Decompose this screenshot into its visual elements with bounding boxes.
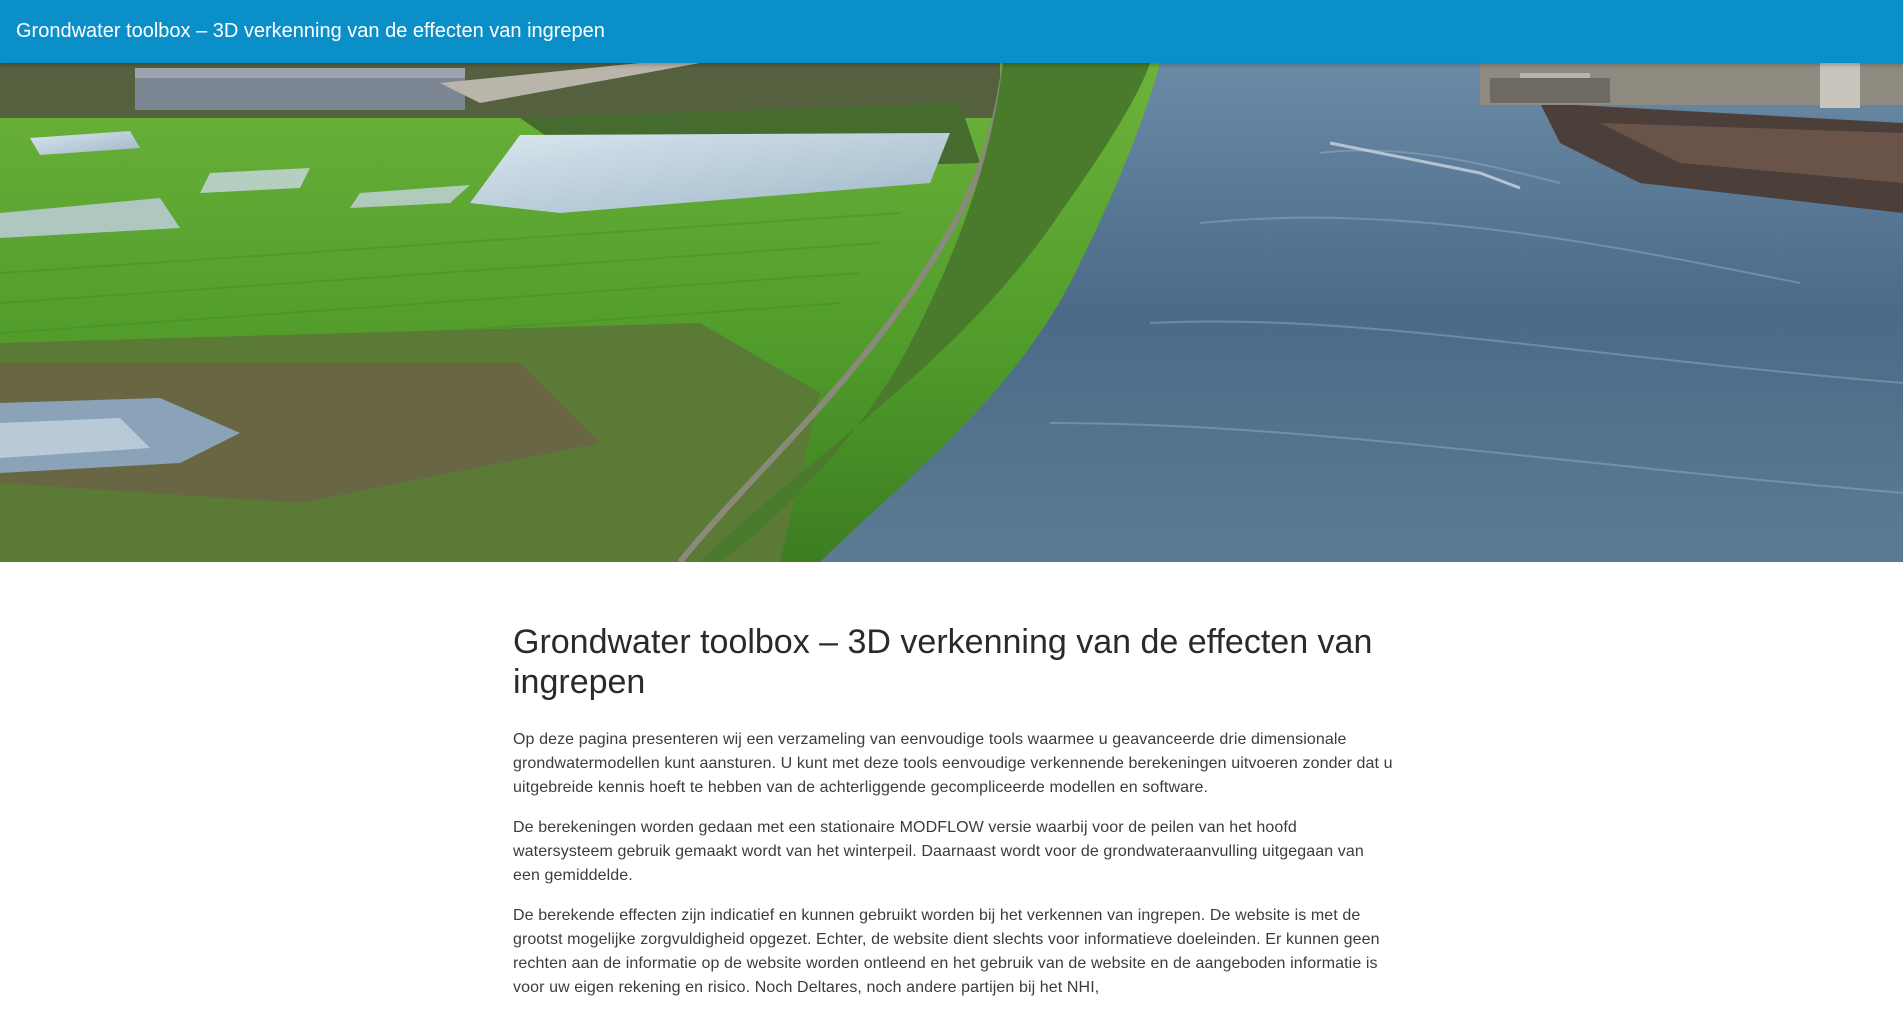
main-content	[513, 622, 1393, 1016]
intro-paragraph: Op deze pagina presenteren wij een verzameling van eenvoudige tools waarmee u geavanceerde drie dimensionale grondwatermodellen kunt aansturen. U kunt met deze tools eenvoudige verkennende berekeningen uitvoeren zonder dat u uitgebreide kennis hoeft te hebben van de achterliggende gecompliceerde modellen en software.	[513, 731, 1393, 796]
app-bar	[0, 0, 1903, 63]
calculation-paragraph: De berekeningen worden gedaan met een stationaire MODFLOW versie waarbij voor de peilen van het hoofd watersysteem gebruik gemaakt wordt van het winterpeil. Daarnaast wordt voor de grondwateraanvulling uitgegaan van een gemiddelde.	[513, 819, 1364, 884]
app-title: Grondwater toolbox – 3D verkenning van de effecten van ingrepen	[16, 20, 605, 42]
disclaimer-paragraph: De berekende effecten zijn indicatief en kunnen gebruikt worden bij het verkennen van ingrepen. De website is met de grootst mogelijke zorgvuldigheid opgezet. Echter, de website dient slechts voor informatieve doeleinden. Er kunnen geen rechten aan de informatie op de website worden ontleend en het gebruik van de website en de aangeboden informatie is voor uw eigen rekening en risico. Noch Deltares, noch andere partijen bij het NHI,	[513, 907, 1380, 996]
hero-image	[0, 63, 1903, 562]
page-title: Grondwater toolbox – 3D verkenning van de effecten van ingrepen	[513, 623, 1373, 701]
